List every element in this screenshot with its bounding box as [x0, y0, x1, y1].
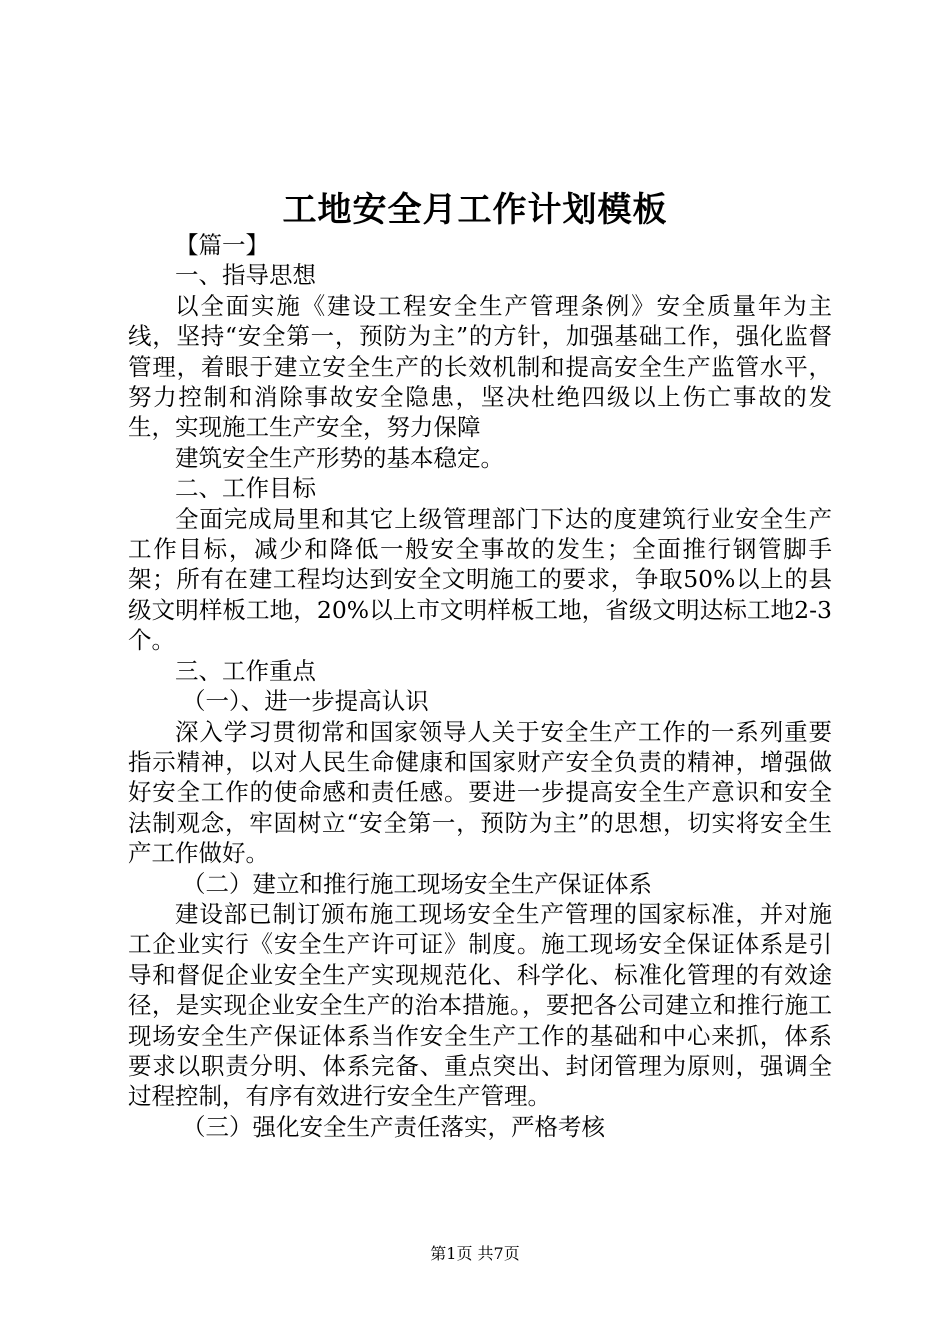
- paragraph: 【篇一】: [175, 231, 269, 259]
- page-number: 第1页: [430, 1244, 473, 1263]
- paragraph: 以全面实施《建设工程安全生产管理条例》安全质量年为主线，坚持“安全第一，预防为主”的方针，加强基础工作，强化监督管理，着眼于建立安全生产的长效机制和提高安全生产监管水平，努力控制和消除事故安全隐患，坚决杜绝四级以上伤亡事故的发生，实现施工生产安全，努力保障: [128, 291, 832, 442]
- paragraph: 一、指导思想: [175, 261, 316, 290]
- paragraph: 二、工作目标: [175, 474, 316, 503]
- document-title: 工地安全月工作计划模板: [282, 190, 668, 230]
- paragraph: 建设部已制订颁布施工现场安全生产管理的国家标准，并对施工企业实行《安全生产许可证》制度。施工现场安全保证体系是引导和督促企业安全生产实现规范化、科学化、标准化管理的有效途径，是实现企业安全生产的治本措施。，要把各公司建立和推行施工现场安全生产保证体系当作安全生产工作的基础和中心来抓，体系要求以职责分明、体系完备、重点突出、封闭管理为原则，强调全过程控制，有序有效进行安全生产管理。: [128, 899, 832, 1111]
- paragraph: 三、工作重点: [175, 656, 316, 685]
- paragraph: （三）强化安全生产责任落实，严格考核: [182, 1112, 606, 1141]
- paragraph: （一）、进一步提高认识: [182, 687, 429, 716]
- paragraph: 建筑安全生产形势的基本稳定。: [175, 443, 504, 472]
- page-total: 共7页: [477, 1244, 520, 1263]
- paragraph: 全面完成局里和其它上级管理部门下达的度建筑行业安全生产工作目标，减少和降低一般安全事故的发生；全面推行钢管脚手架；所有在建工程均达到安全文明施工的要求，争取50%以上的县级文明样板工地，20%以上市文明样板工地，省级文明达标工地2-3个。: [128, 504, 832, 655]
- page-footer: [0, 1243, 950, 1265]
- paragraph: 深入学习贯彻常和国家领导人关于安全生产工作的一系列重要指示精神，以对人民生命健康和国家财产安全负责的精神，增强做好安全工作的使命感和责任感。要进一步提高安全生产意识和安全法制观念，牢固树立“安全第一，预防为主”的思想，切实将安全生产工作做好。: [128, 717, 832, 868]
- document-body: [128, 230, 832, 1142]
- paragraph: （二）建立和推行施工现场安全生产保证体系: [182, 869, 653, 898]
